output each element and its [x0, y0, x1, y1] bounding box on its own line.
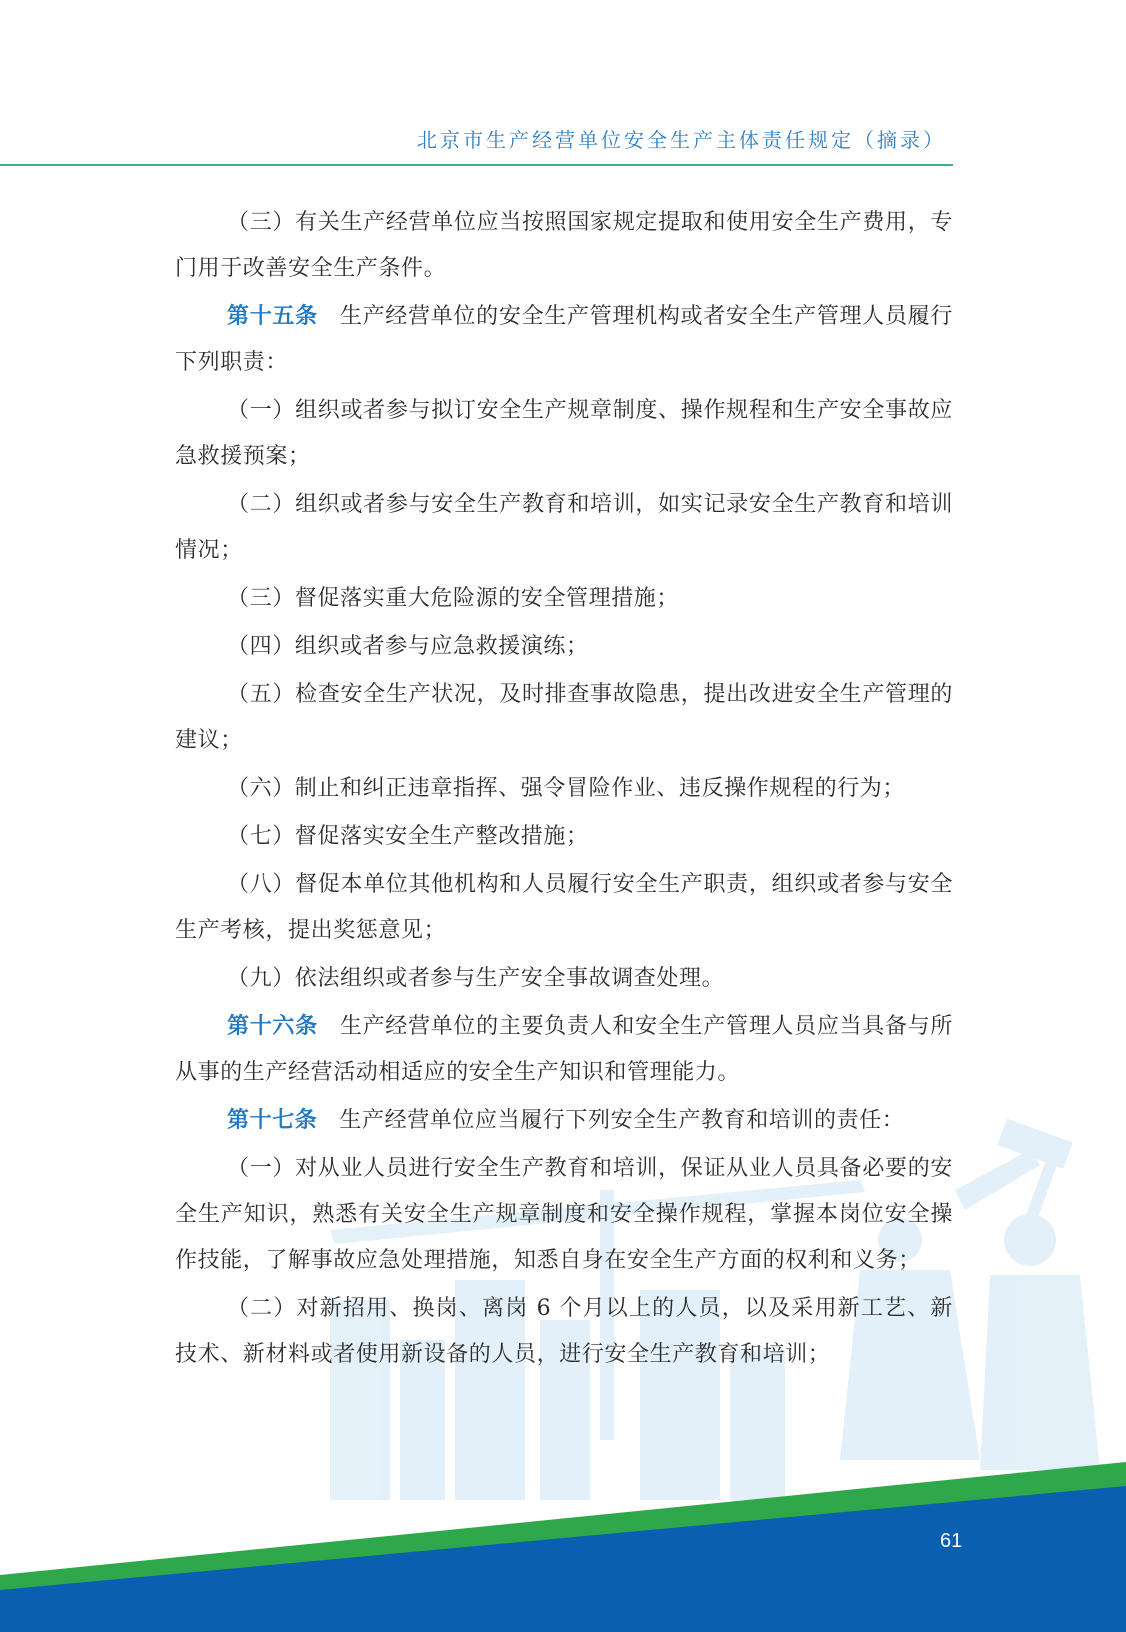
paragraph-text: （三）督促落实重大危险源的安全管理措施； — [227, 586, 680, 611]
paragraph-text: （三）有关生产经营单位应当按照国家规定提取和使用安全生产费用，专门用于改善安全生产条件。 — [175, 210, 953, 281]
paragraph-text: （二）对新招用、换岗、离岗 6 个月以上的人员，以及采用新工艺、新技术、新材料或者使用新设备的人员，进行安全生产教育和培训； — [175, 1296, 953, 1367]
paragraph-text: （九）依法组织或者参与生产安全事故调查处理。 — [227, 966, 725, 991]
paragraph — [175, 766, 953, 812]
paragraph — [175, 1146, 953, 1284]
header-divider — [0, 164, 953, 166]
paragraph — [175, 200, 953, 292]
paragraph — [175, 814, 953, 860]
article-number: 第十六条 — [227, 1014, 318, 1039]
paragraph-text: （一）对从业人员进行安全生产教育和培训，保证从业人员具备必要的安全生产知识，熟悉有关安全生产规章制度和安全操作规程，掌握本岗位安全操作技能，了解事故应急处理措施，知悉自身在安全生产方面的权利和义务； — [175, 1156, 953, 1273]
article-paragraph — [175, 1004, 953, 1096]
document-body — [175, 200, 953, 1380]
paragraph-text: （五）检查安全生产状况，及时排查事故隐患，提出改进安全生产管理的建议； — [175, 682, 953, 753]
paragraph-text: 生产经营单位的安全生产管理机构或者安全生产管理人员履行下列职责： — [175, 304, 953, 375]
paragraph-text: 生产经营单位应当履行下列安全生产教育和培训的责任： — [339, 1108, 905, 1133]
paragraph — [175, 576, 953, 622]
paragraph — [175, 862, 953, 954]
paragraph — [175, 672, 953, 764]
article-paragraph — [175, 1098, 953, 1144]
paragraph-text: （七）督促落实安全生产整改措施； — [227, 824, 589, 849]
paragraph-text: （四）组织或者参与应急救援演练； — [227, 634, 589, 659]
paragraph-text: （二）组织或者参与安全生产教育和培训，如实记录安全生产教育和培训情况； — [175, 492, 953, 563]
paragraph — [175, 624, 953, 670]
running-header-title: 北京市生产经营单位安全生产主体责任规定（摘录） — [417, 128, 946, 152]
paragraph-text: （六）制止和纠正违章指挥、强令冒险作业、违反操作规程的行为； — [227, 776, 906, 801]
paragraph — [175, 482, 953, 574]
paragraph — [175, 956, 953, 1002]
paragraph-text: 生产经营单位的主要负责人和安全生产管理人员应当具备与所从事的生产经营活动相适应的安全生产知识和管理能力。 — [175, 1014, 953, 1085]
paragraph-text: （八）督促本单位其他机构和人员履行安全生产职责，组织或者参与安全生产考核，提出奖惩意见； — [175, 872, 953, 943]
page-number: 61 — [940, 1530, 963, 1552]
article-paragraph — [175, 294, 953, 386]
paragraph-text: （一）组织或者参与拟订安全生产规章制度、操作规程和生产安全事故应急救援预案； — [175, 398, 953, 469]
article-number: 第十五条 — [227, 304, 318, 329]
article-number: 第十七条 — [227, 1108, 318, 1133]
paragraph — [175, 1286, 953, 1378]
paragraph — [175, 388, 953, 480]
